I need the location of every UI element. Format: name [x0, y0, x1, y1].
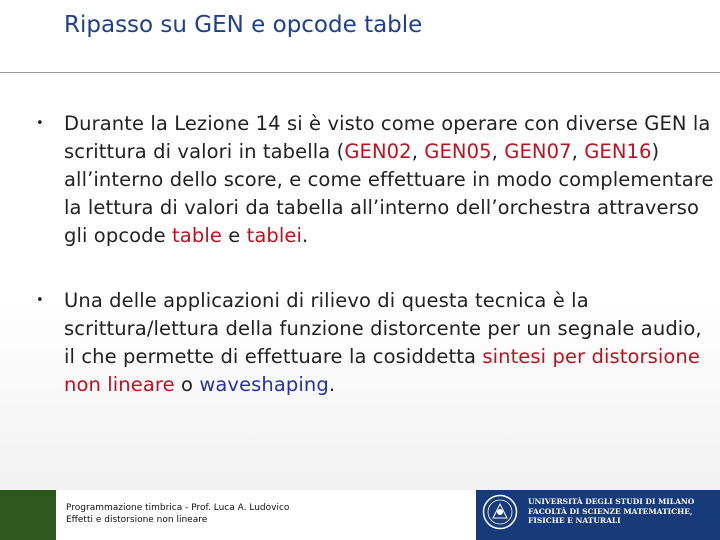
highlight-term: sintesi per distorsione non lineare — [64, 345, 700, 396]
faculty-line: FISICHE E NATURALI — [528, 516, 621, 525]
title-divider — [0, 72, 720, 73]
bullet-text: , — [571, 140, 585, 163]
bullet-dot: • — [36, 116, 44, 131]
footer-accent — [0, 490, 56, 540]
bullet-text: Una delle applicazioni di rilievo di questa tecnica è la scrittura/lettura della funzione distorcente per un segnale audio, il che permette di effettuare la cosiddetta — [64, 289, 702, 368]
bullet-text: ) all’interno dello score, e come effettuare in modo complementare la lettura di valori da tabella all’interno dell’orchestra attraverso gli opcode — [64, 140, 714, 247]
bullet-text: e — [221, 224, 247, 247]
bullet-dot: • — [36, 293, 44, 308]
footer-lesson-title: Effetti e distorsione non lineare — [66, 515, 208, 525]
university-line: UNIVERSITÀ DEGLI STUDI DI MILANO — [528, 497, 695, 506]
footer-course-info — [66, 502, 289, 526]
bullet-item — [34, 110, 714, 250]
faculty-line: FACOLTÀ DI SCIENZE MATEMATICHE, — [528, 506, 693, 516]
highlight-term: waveshaping — [199, 373, 329, 396]
bullet-text: , — [491, 140, 505, 163]
opcode-name: tablei — [246, 224, 303, 247]
bullet-text: , — [411, 140, 425, 163]
bullet-text: Durante la Lezione 14 si è visto come operare con diverse GEN la scrittura di valori in tabella ( — [64, 112, 711, 163]
bullet-list — [34, 110, 714, 399]
slide-title: Ripasso su GEN e opcode table — [64, 12, 423, 38]
bullet-text: o — [174, 373, 200, 396]
opcode-name: table — [172, 224, 222, 247]
footer-course-title: Programmazione timbrica - Prof. Luca A. Ludovico — [66, 503, 290, 513]
university-seal-icon — [482, 494, 518, 530]
gen-code: GEN16 — [584, 140, 652, 163]
gen-code: GEN05 — [424, 140, 492, 163]
gen-code: GEN02 — [344, 140, 412, 163]
bullet-text: . — [302, 224, 309, 247]
bullet-item — [34, 287, 714, 399]
bullet-text: . — [328, 373, 336, 396]
university-name — [528, 497, 694, 526]
gen-code: GEN07 — [504, 140, 572, 163]
